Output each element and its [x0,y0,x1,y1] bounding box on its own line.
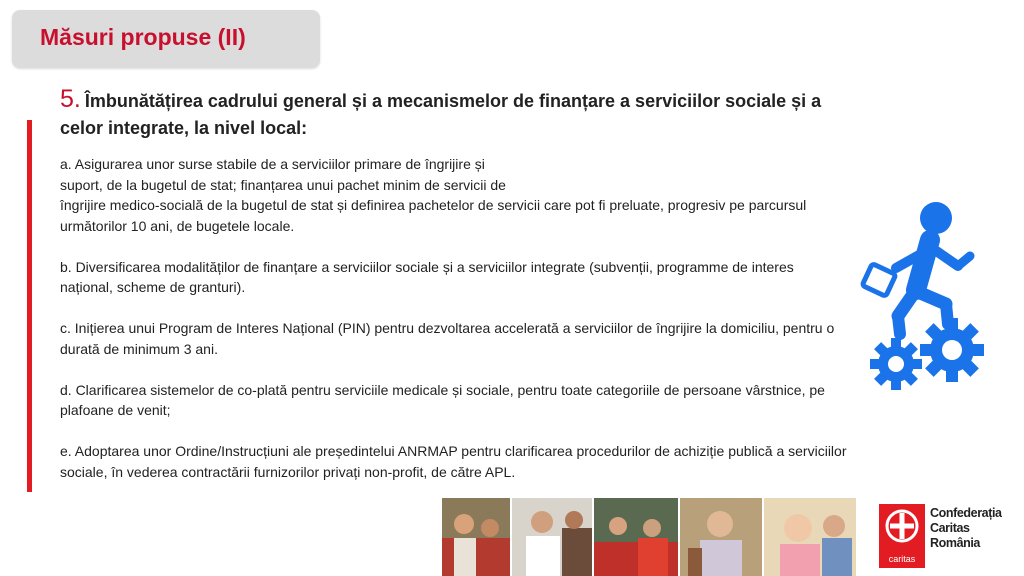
photo-strip [442,498,858,576]
item-c [60,318,850,359]
logo-line-3: România [930,536,980,550]
item-a-line-2: suport, de la bugetul de stat; finanțarea unui pachet minim de servicii de [60,176,506,193]
item-c-text: c. Inițierea unui Program de Interes Național (PIN) pentru dezvoltarea accelerată a serviciilor de îngrijire la domiciliu, pentru o durată de minimum 3 ani. [60,320,835,357]
caritas-badge-text: caritas [888,554,916,564]
caritas-logo-text [930,506,1002,551]
caritas-logo [876,502,1024,572]
slide-content [60,86,850,503]
logo-line-1: Confederația [930,506,1002,520]
photo-3 [594,498,678,576]
caritas-badge [879,504,925,568]
item-a [60,154,850,236]
item-b [60,257,850,298]
logo-line-2: Caritas [930,521,970,535]
item-e [60,441,850,482]
photo-4 [680,498,762,576]
item-b-text: b. Diversificarea modalităților de finanțare a serviciilor sociale și a serviciilor integrate (subvenții, programme de interes național, scheme de granturi). [60,258,794,295]
item-a-line-3: îngrijire medico-socială de la bugetul de stat și definirea pachetelor de servicii care pot fi preluate, progresiv pe parcursul următorilor 10 ani, de bugetele locale. [60,197,807,234]
item-a-line-1: a. Asigurarea unor surse stabile de a serviciilor primare de îngrijire și [60,156,485,172]
section-number: 5. [60,85,81,113]
person-on-gears-icon [858,200,988,396]
section-heading-text: Îmbunătățirea cadrului general și a mecanismelor de finanțare a serviciilor sociale și a celor integrate, la nivel local: [60,91,822,138]
slide-title: Măsuri propuse (II) [40,24,246,50]
item-d [60,380,850,421]
photo-5 [764,498,856,576]
photo-1 [442,498,510,576]
item-e-text: e. Adoptarea unor Ordine/Instrucțiuni ale președintelui ANRMAP pentru clarificarea procedurilor de achiziție publică a serviciilor sociale, în vederea contractării furnizorilor privați non-profit, de către APL. [60,443,847,480]
item-d-text: d. Clarificarea sistemelor de co-plată pentru serviciile medicale și sociale, pentru toate categoriile de persoane vârstnice, pe plafoane de venit; [60,381,825,418]
section-heading [60,86,850,142]
accent-bar [27,120,32,492]
photo-2 [512,498,592,576]
title-box [12,10,320,68]
